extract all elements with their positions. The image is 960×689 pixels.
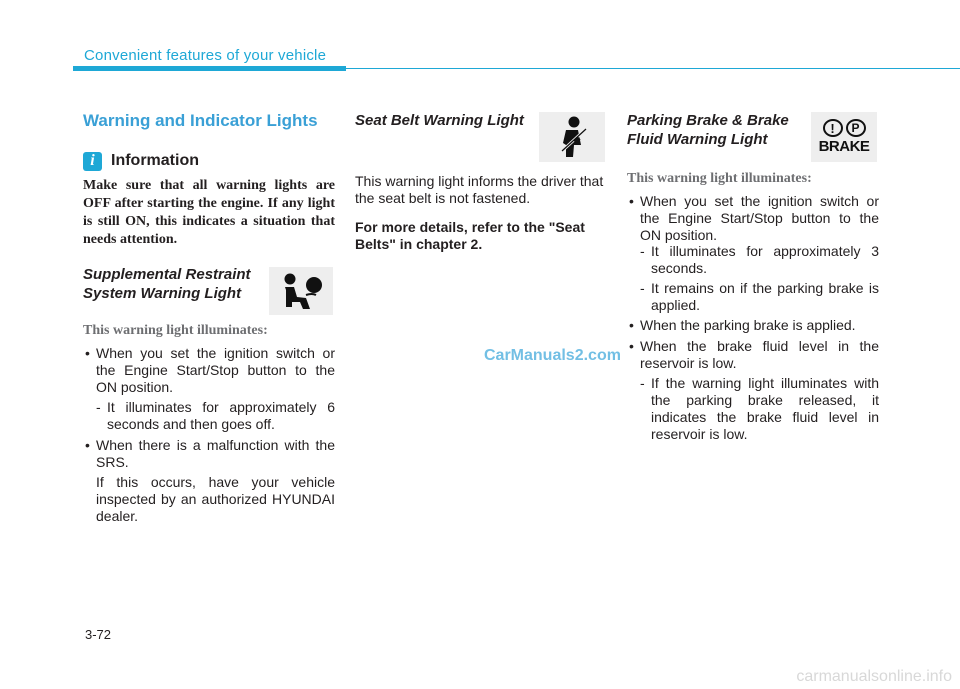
information-heading xyxy=(83,150,199,172)
brake-sub-bullet-1 xyxy=(640,243,879,277)
brake-bullet-2 xyxy=(627,317,879,334)
brake-title-line1: Parking Brake & Brake xyxy=(627,112,789,129)
watermark-footer: carmanualsonline.info xyxy=(796,668,952,685)
dash: - xyxy=(640,280,645,296)
seat-belt-details: For more details, refer to the "Seat Belts" in chapter 2. xyxy=(355,219,585,252)
brake-label: BRAKE xyxy=(818,138,870,155)
srs-bullet-1 xyxy=(83,345,335,396)
bullet-text: When you set the ignition switch or the Engine Start/Stop button to the ON position. xyxy=(640,193,879,243)
srs-sub-bullet-1 xyxy=(96,399,335,433)
note-text: If this occurs, have your vehicle inspected by an authorized HYUNDAI dealer. xyxy=(96,474,335,524)
information-label: Information xyxy=(111,152,199,169)
seat-belt-title: Seat Belt Warning Light xyxy=(355,112,524,129)
brake-sub-bullet-3 xyxy=(640,375,879,443)
brake-lead: This warning light illuminates: xyxy=(627,171,812,186)
sub-bullet-text: It remains on if the parking brake is applied. xyxy=(651,280,879,313)
header-rule xyxy=(346,68,960,69)
brake-bullet-1 xyxy=(627,193,879,244)
bullet-dot: • xyxy=(85,437,90,453)
srs-bullet-2-note xyxy=(96,474,335,525)
srs-title xyxy=(83,265,251,303)
bullet-dot: • xyxy=(629,317,634,333)
dash: - xyxy=(640,375,645,391)
chapter-title: Convenient features of your vehicle xyxy=(84,47,327,64)
watermark-carmanuals: CarManuals2.com xyxy=(484,347,621,364)
page-number: 3-72 xyxy=(85,627,112,642)
bullet-text: When the brake fluid level in the reservoir is low. xyxy=(640,338,879,371)
srs-warning-icon xyxy=(269,267,333,315)
brake-sub-bullet-2 xyxy=(640,280,879,314)
header-bar xyxy=(73,66,346,71)
seat-belt-body: This warning light informs the driver that the seat belt is not fastened. xyxy=(355,173,604,206)
section-title: Warning and Indicator Lights xyxy=(83,111,318,130)
srs-lead: This warning light illuminates: xyxy=(83,323,268,338)
info-icon: i xyxy=(83,152,102,171)
srs-bullet-2 xyxy=(83,437,335,471)
srs-title-line1: Supplemental Restraint xyxy=(83,266,251,283)
bullet-text: When the parking brake is applied. xyxy=(640,317,856,333)
brake-parking-icon: P xyxy=(846,119,866,137)
bullet-text: When you set the ignition switch or the Engine Start/Stop button to the ON position. xyxy=(96,345,335,395)
bullet-text: When there is a malfunction with the SRS. xyxy=(96,437,335,470)
information-note: Make sure that all warning lights are OFF after starting the engine. If any light is still ON, this indicates a situation that needs attention. xyxy=(83,178,335,247)
bullet-dot: • xyxy=(629,338,634,354)
brake-bullet-3 xyxy=(627,338,879,372)
seat-belt-warning-icon xyxy=(539,112,605,162)
brake-title xyxy=(627,111,789,149)
sub-bullet-text: If the warning light illuminates with the parking brake released, it indicates the brake fluid level in reservoir is low. xyxy=(651,375,879,442)
brake-warning-icon xyxy=(811,112,877,162)
bullet-dot: • xyxy=(629,193,634,209)
srs-title-line2: System Warning Light xyxy=(83,285,242,302)
sub-bullet-text: It illuminates for approximately 6 seconds and then goes off. xyxy=(107,399,335,432)
sub-bullet-text: It illuminates for approximately 3 seconds. xyxy=(651,243,879,276)
brake-exclamation-icon: ! xyxy=(823,119,843,137)
brake-title-line2: Fluid Warning Light xyxy=(627,131,768,148)
dash: - xyxy=(640,243,645,259)
bullet-dot: • xyxy=(85,345,90,361)
dash: - xyxy=(96,399,101,415)
